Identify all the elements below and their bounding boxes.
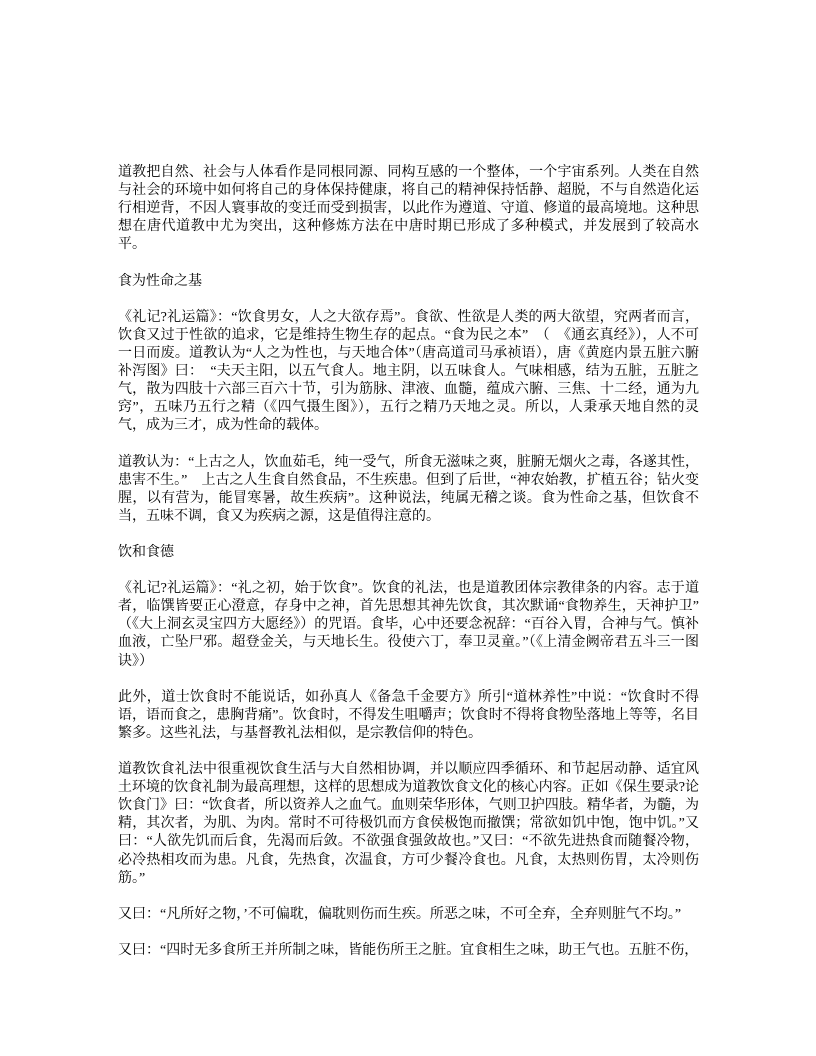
paragraph-ritual: 《礼记?礼运篇》：“礼之初，始于饮食”。饮食的礼法，也是道教团体宗教律条的内容。志于道者，临馔皆要正心澄意，存身中之神，首先思想其神先饮食，其次默诵“食物养生，天神护卫”（《大上洞玄灵宝四方大愿经》）的咒语。食毕，心中还要念祝辞：“百谷入胃，合神与气。慎补血液，亡坠尸邪。超登金关，与天地长生。役使六丁，奉卫灵童。”（《上清金阙帝君五斗三一图诀》） — [118, 581, 699, 669]
document-page — [118, 164, 699, 960]
paragraph-ancient-diet: 道教认为：“上古之人，饮血茹毛，纯一受气，所食无滋味之爽，脏腑无烟火之毒，各遂其性，患害不生。” 上古之人生食自然食品，不生疾患。但到了后世，“神农始教，扩植五谷；钻火变腥，以有营为，能冒寒暑，故生疾病”。这种说法，纯属无稽之谈。食为性命之基，但饮食不当，五味不调，食又为疾病之源，这是值得注意的。 — [118, 454, 699, 524]
paragraph-liji-food: 《礼记?礼运篇》：“饮食男女，人之大欲存焉”。食欲、性欲是人类的两大欲望，究两者而言，饮食又过于性欲的追求，它是维持生物生存的起点。“食为民之本” （ 《通玄真经》），人不可一日而废。道教认为“人之为性也，与天地合体”（唐高道司马承祯语），唐《黄庭内景五脏六腑补泻图》曰： “夫天主阳，以五气食人。地主阴，以五味食人。气味相感，结为五脏，五脏之气，散为四肢十六部三百六十节，引为筋脉、津液、血髓，蕴成六腑、三焦、十二经，通为九窍”，五味乃五行之精（《四气摄生图》），五行之精乃天地之灵。所以，人秉承天地自然的灵气，成为三才，成为性命的载体。 — [118, 309, 699, 434]
paragraph-intro: 道教把自然、社会与人体看作是同根同源、同构互感的一个整体，一个宇宙系列。人类在自然与社会的环境中如何将自己的身体保持健康，将自己的精神保持恬静、超脱，不与自然造化运行相逆背，不因人寰事故的变迁而受到损害，以此作为遵道、守道、修道的最高境地。这种思想在唐代道教中尤为突出，这种修炼方法在中唐时期已形成了多种模式，并发展到了较高水平。 — [118, 165, 699, 253]
paragraph-harmony-nature: 道教饮食礼法中很重视饮食生活与大自然相协调，并以顺应四季循环、和节起居动静、适宜风土环境的饮食礼制为最高理想，这样的思想成为道教饮食文化的核心内容。正如《保生要录?论饮食门》曰：“饮食者，所以资养人之血气。血则荣华形体，气则卫护四肢。精华者，为髓，为精，其次者，为肌、为肉。常时不可待极饥而方食侯极饱而撤馔；常欲如饥中饱，饱中饥。”又曰：“人欲先饥而后食，先渴而后敛。不欲强食强敛故也。”又曰：“不欲先进热食而随餐冷物，必冷热相攻而为患。凡食，先热食，次温食，方可少餐冷食也。凡食，太热则伤胃，太冷则伤筋。” — [118, 762, 699, 886]
section-heading-food-basis: 食为性命之基 — [118, 273, 202, 289]
paragraph-no-talking: 此外，道士饮食时不能说话，如孙真人《备急千金要方》所引“道林养性”中说：“饮食时不得语，语而食之，患胸背痛”。饮食时，不得发生咀嚼声；饮食时不得将食物坠落地上等等，名目繁多。这些礼法，与基督教礼法相似，是宗教信仰的特色。 — [118, 689, 699, 741]
paragraph-four-seasons: 又曰：“四时无多食所王并所制之味，皆能伤所王之脏。宜食相生之味，助王气也。五脏不伤， — [118, 943, 699, 959]
section-heading-food-virtue: 饮和食德 — [118, 544, 174, 560]
paragraph-no-partiality: 又曰：“凡所好之物，’不可偏耽，偏耽则伤而生疾。所恶之味，不可全弃，全弃则脏气不均。” — [118, 906, 682, 922]
